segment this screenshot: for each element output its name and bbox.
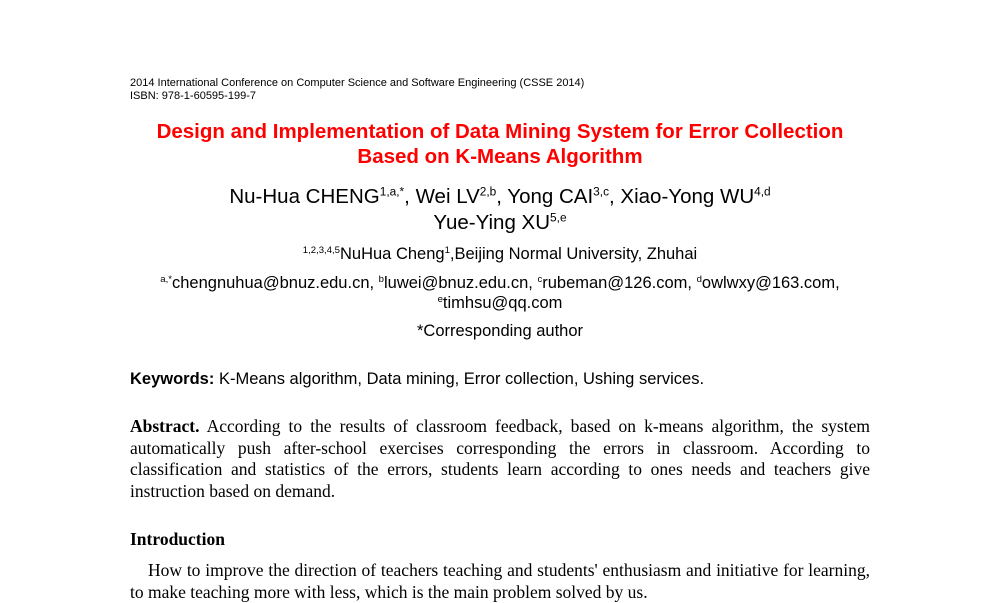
introduction-paragraph: How to improve the direction of teachers teaching and students' enthusiasm and initiative for learning, to make teaching more with less, which is the main problem solved by us. <box>130 560 870 602</box>
author-name: Yong CAI <box>507 185 594 208</box>
author-separator: , <box>404 185 416 208</box>
keywords-label: Keywords: <box>130 370 215 388</box>
author-sup: 2,b <box>479 184 497 199</box>
author-name: Yue-Ying XU <box>433 211 551 234</box>
email-address: rubeman@126.com <box>542 274 688 292</box>
corresponding-author-note: *Corresponding author <box>416 322 584 340</box>
paper-title <box>0 119 1000 169</box>
author-name: Wei LV <box>415 185 480 208</box>
author-sup: 1,a,* <box>379 184 405 199</box>
email-sup: c <box>537 274 543 286</box>
email-sup: a,* <box>160 274 172 286</box>
conference-name: 2014 International Conference on Computer Science and Software Engineering (CSSE 2014) <box>130 77 585 89</box>
author-separator: , <box>609 185 621 208</box>
affiliation-person-sup: 1 <box>444 245 450 257</box>
affiliation-sup: 1,2,3,4,5 <box>302 245 340 257</box>
email-line-1 <box>0 273 1000 293</box>
isbn: ISBN: 978-1-60595-199-7 <box>130 90 256 102</box>
email-sup: b <box>378 274 384 286</box>
email-list <box>0 273 1000 313</box>
abstract-text: According to the results of classroom feedback, based on k-means algorithm, the system automatically push after-school exercises corresponding the errors in classroom. According to classification and statistics of the errors, students learn according to ones needs and teachers give instruction based on demand. <box>130 416 870 501</box>
section-heading-introduction: Introduction <box>130 529 225 549</box>
author-line-1 <box>0 184 1000 210</box>
email-address: chengnuhua@bnuz.edu.cn <box>172 274 370 292</box>
title-line-1: Design and Implementation of Data Mining System for Error Collection <box>156 120 844 143</box>
email-separator: , <box>835 274 840 292</box>
author-separator: , <box>496 185 508 208</box>
affiliation-institution: ,Beijing Normal University, Zhuhai <box>449 245 698 263</box>
email-address: owlwxy@163.com <box>701 274 836 292</box>
email-address: timhsu@qq.com <box>442 294 563 312</box>
abstract <box>130 416 870 502</box>
conference-header <box>130 77 584 103</box>
email-separator: , <box>369 274 379 292</box>
keywords <box>130 369 704 389</box>
email-sup: d <box>696 274 702 286</box>
email-address: luwei@bnuz.edu.cn <box>384 274 529 292</box>
author-sup: 4,d <box>754 184 771 199</box>
abstract-label: Abstract. <box>130 416 200 436</box>
title-line-2: Based on K-Means Algorithm <box>357 145 643 168</box>
author-name: Xiao-Yong WU <box>620 185 755 208</box>
email-line-2 <box>0 293 1000 313</box>
keywords-text: K-Means algorithm, Data mining, Error collection, Ushing services. <box>214 370 705 388</box>
author-list <box>0 184 1000 236</box>
email-separator: , <box>687 274 697 292</box>
affiliation-person: NuHua Cheng <box>340 245 445 263</box>
affiliation <box>0 244 1000 264</box>
author-line-2 <box>0 210 1000 236</box>
email-separator: , <box>528 274 538 292</box>
author-sup: 5,e <box>550 210 567 225</box>
email-sup: e <box>437 294 443 306</box>
author-sup: 3,c <box>593 184 610 199</box>
author-name: Nu-Hua CHENG <box>229 185 380 208</box>
